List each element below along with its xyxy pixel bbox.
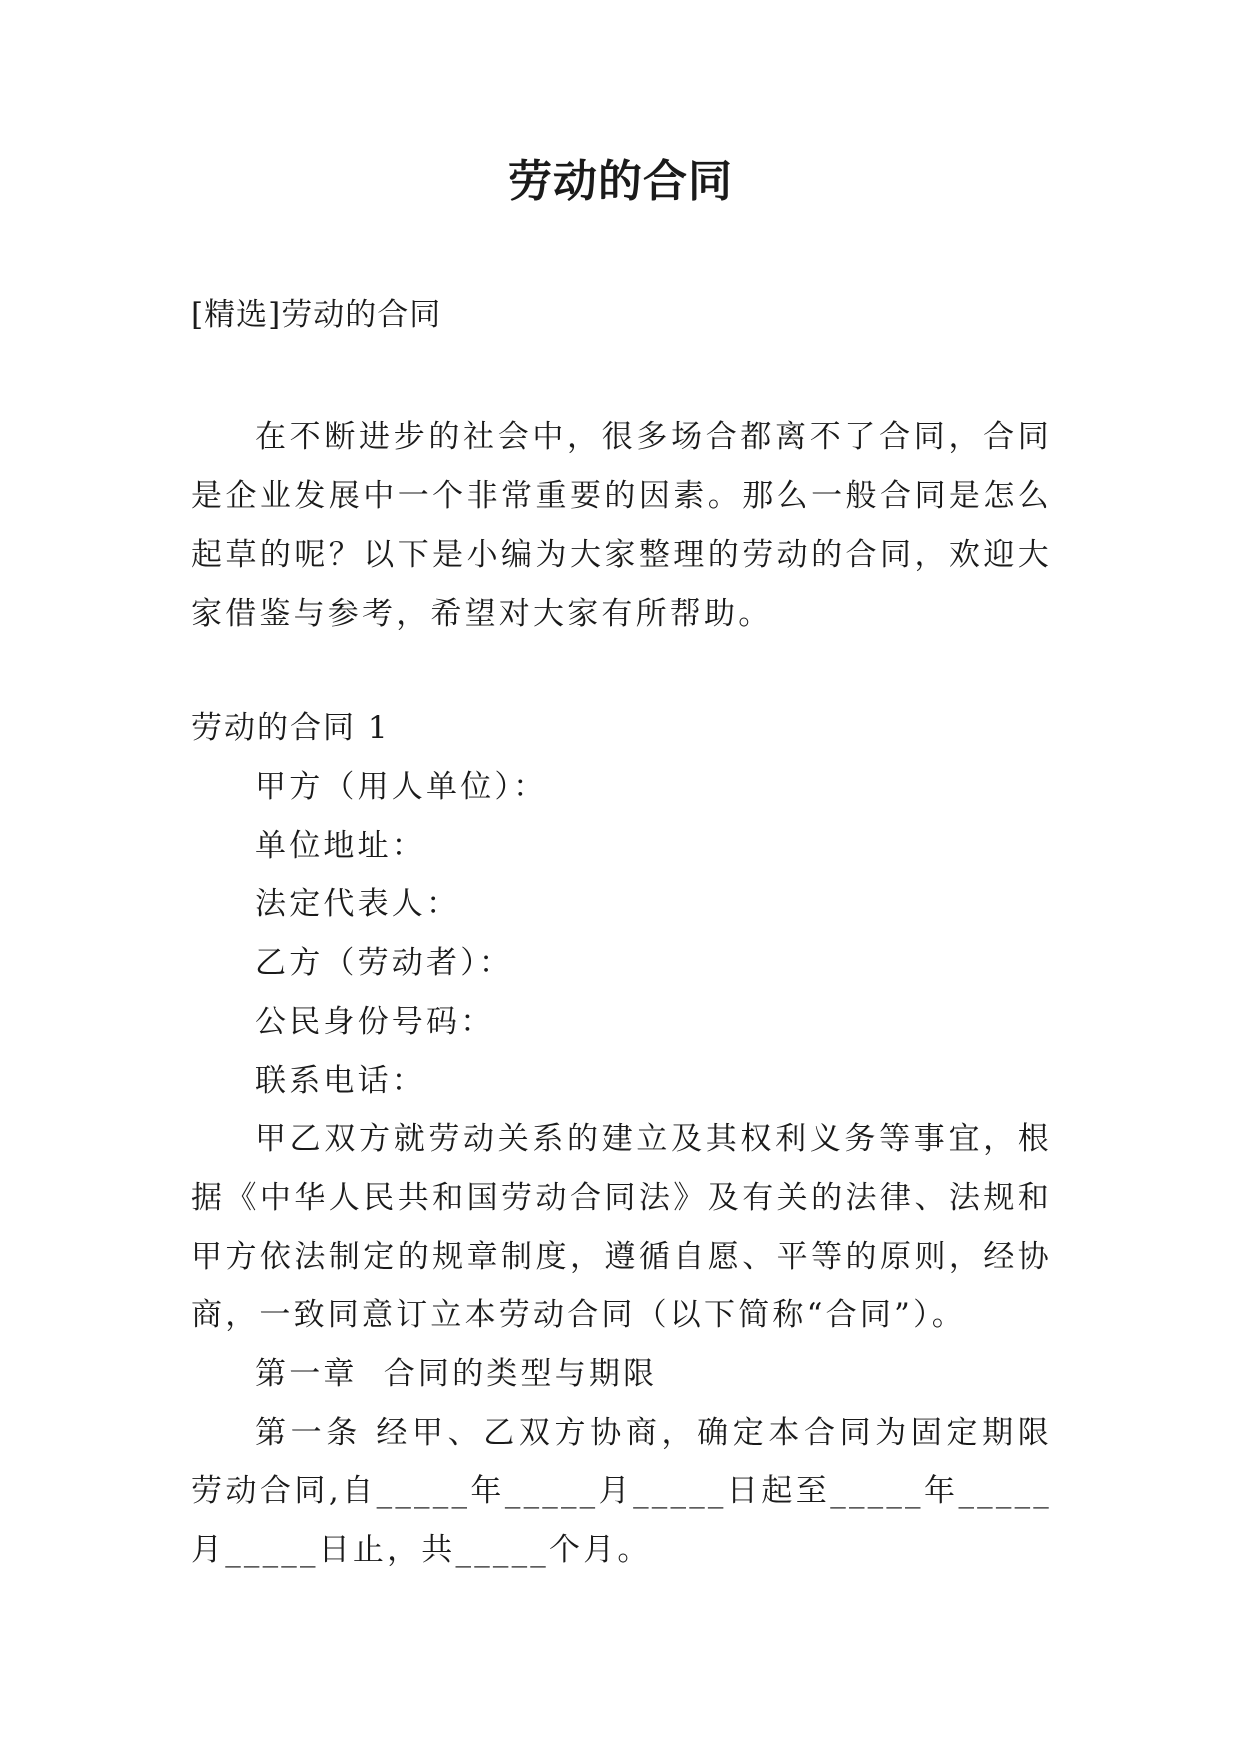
party-a-field: 甲方（用人单位）：: [255, 769, 548, 805]
employer-address-field: 单位地址：: [255, 827, 426, 864]
party-b-field: 乙方（劳动者）：: [255, 945, 514, 982]
id-number-field: 公民身份号码：: [255, 1003, 495, 1040]
chapter-heading: 第一章 合同的类型与期限: [255, 1356, 658, 1393]
preamble-paragraph: 甲乙双方就劳动关系的建立及其权利义务等事宜，根据《中华人民共和国劳动合同法》及有关的法律、法规和甲方依法制定的规章制度，遵循自愿、平等的原则，经协商，一致同意订立本劳动合同（以下简称“合同”）。: [191, 1121, 1052, 1334]
document-title: 劳动的合同: [508, 156, 733, 207]
document-subtitle: [精选]劳动的合同: [191, 297, 442, 333]
phone-field: 联系电话：: [255, 1062, 426, 1099]
contract-body: [191, 758, 1052, 1580]
section-heading: 劳动的合同 1: [191, 710, 390, 746]
intro-paragraph: 在不断进步的社会中，很多场合都离不了合同，合同是企业发展中一个非常重要的因素。那么一般合同是怎么起草的呢？以下是小编为大家整理的劳动的合同，欢迎大家借鉴与参考，希望对大家有所帮助。: [191, 419, 1052, 632]
article-1-paragraph: 第一条 经甲、乙双方协商，确定本合同为固定期限劳动合同,自_____年_____月_____日起至_____年_____月_____日止，共_____个月。: [191, 1414, 1052, 1569]
legal-representative-field: 法定代表人：: [255, 886, 461, 923]
